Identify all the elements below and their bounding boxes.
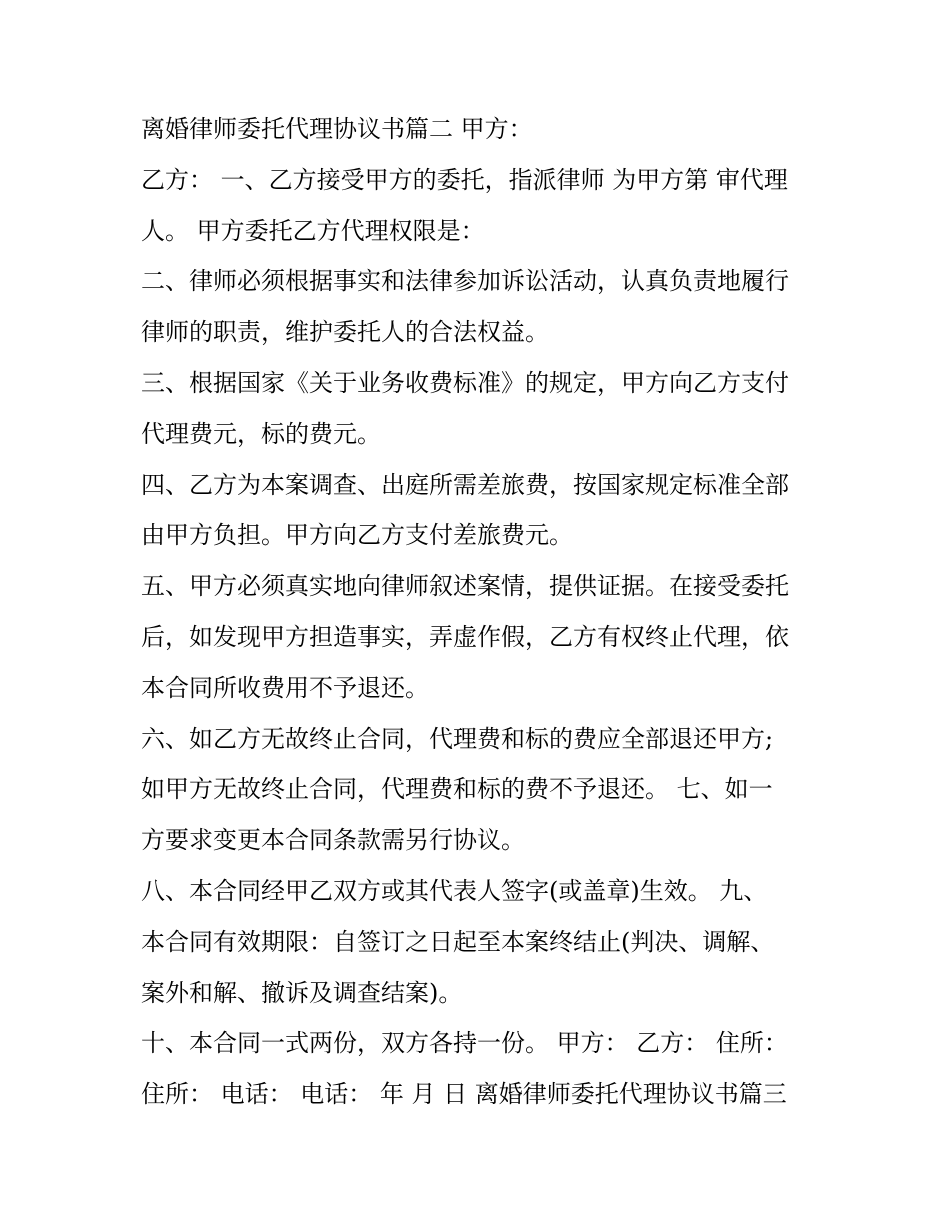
text-line: 案外和解、撤诉及调查结案)。 xyxy=(141,978,463,1007)
document-body xyxy=(141,104,821,1120)
text-line: 方要求变更本合同条款需另行协议。 xyxy=(141,826,525,855)
text-line: 住所： 电话： 电话： 年 月 日 离婚律师委托代理协议书篇三 xyxy=(141,1080,787,1109)
text-line: 人。 甲方委托乙方代理权限是： xyxy=(141,216,485,245)
text-line: 本合同有效期限：自签订之日起至本案终结止(判决、调解、 xyxy=(141,927,775,956)
text-line: 五、甲方必须真实地向律师叙述案情，提供证据。在接受委托 xyxy=(141,572,789,601)
text-line: 后，如发现甲方担造事实，弄虚作假，乙方有权终止代理，依 xyxy=(141,622,789,651)
text-line: 离婚律师委托代理协议书篇二 甲方： xyxy=(141,115,533,143)
text-line: 二、律师必须根据事实和法律参加诉讼活动，认真负责地履行 xyxy=(141,267,789,296)
text-line: 十、本合同一式两份，双方各持一份。 甲方： 乙方： 住所： xyxy=(141,1029,788,1058)
text-line: 六、如乙方无故终止合同，代理费和标的费应全部退还甲方; xyxy=(141,724,774,753)
text-line: 代理费元，标的费元。 xyxy=(141,419,381,448)
text-line: 乙方： 一、乙方接受甲方的委托，指派律师 为甲方第 审代理 xyxy=(141,165,788,194)
text-line: 由甲方负担。甲方向乙方支付差旅费元。 xyxy=(141,521,573,550)
text-line: 如甲方无故终止合同，代理费和标的费不予退还。 七、如一 xyxy=(141,775,773,804)
text-line: 三、根据国家《关于业务收费标准》的规定，甲方向乙方支付 xyxy=(141,368,789,397)
text-line: 四、乙方为本案调查、出庭所需差旅费，按国家规定标准全部 xyxy=(141,470,789,499)
text-line: 本合同所收费用不予退还。 xyxy=(141,673,429,702)
text-line: 律师的职责，维护委托人的合法权益。 xyxy=(141,318,549,347)
text-line: 八、本合同经甲乙双方或其代表人签字(或盖章)生效。 九、 xyxy=(141,876,768,905)
